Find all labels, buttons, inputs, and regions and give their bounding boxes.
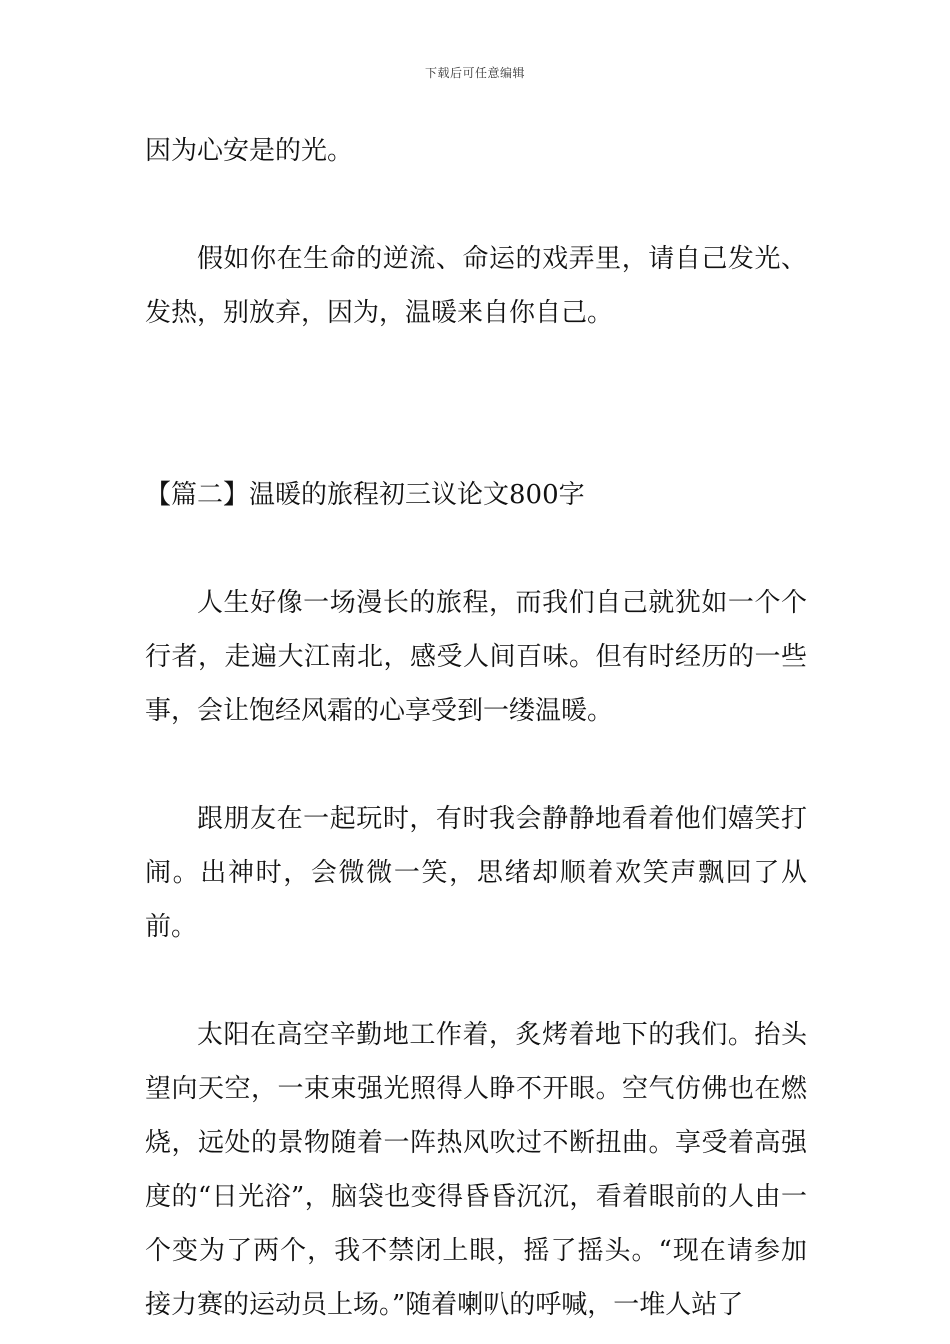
- paragraph-spacer: [145, 178, 807, 232]
- section-title: 【篇二】温暖的旅程初三议论文800字: [145, 480, 585, 510]
- paragraph-spacer: [145, 954, 807, 1008]
- paragraph-4: 跟朋友在一起玩时，有时我会静静地看着他们嬉笑打闹。出神时，会微微一笑，思绪却顺着欢笑声飘回了从前。: [145, 804, 807, 942]
- paragraph-1: 因为心安是的光。: [145, 136, 354, 166]
- paragraph-5: 太阳在高空辛勤地工作着，炙烤着地下的我们。抬头望向天空，一束束强光照得人睁不开眼。空气仿佛也在燃烧，远处的景物随着一阵热风吹过不断扭曲。享受着高强度的“日光浴”，脑袋也变得昏昏沉沉，看着眼前的人由一个变为了两个，我不禁闭上眼，摇了摇头。“现在请参加接力赛的运动员上场。”随着喇叭的呼喊，一堆人站了: [145, 1020, 807, 1320]
- document-body: [145, 124, 807, 1332]
- paragraph-2: 假如你在生命的逆流、命运的戏弄里，请自己发光、发热，别放弃，因为，温暖来自你自己。: [145, 244, 807, 328]
- paragraph-3: 人生好像一场漫长的旅程，而我们自己就犹如一个个行者，走遍大江南北，感受人间百味。但有时经历的一些事，会让饱经风霜的心享受到一缕温暖。: [145, 588, 807, 726]
- paragraph-spacer: [145, 738, 807, 792]
- page-header: 下载后可任意编辑: [424, 66, 525, 80]
- paragraph-spacer: [145, 522, 807, 576]
- section-spacer: [145, 340, 807, 468]
